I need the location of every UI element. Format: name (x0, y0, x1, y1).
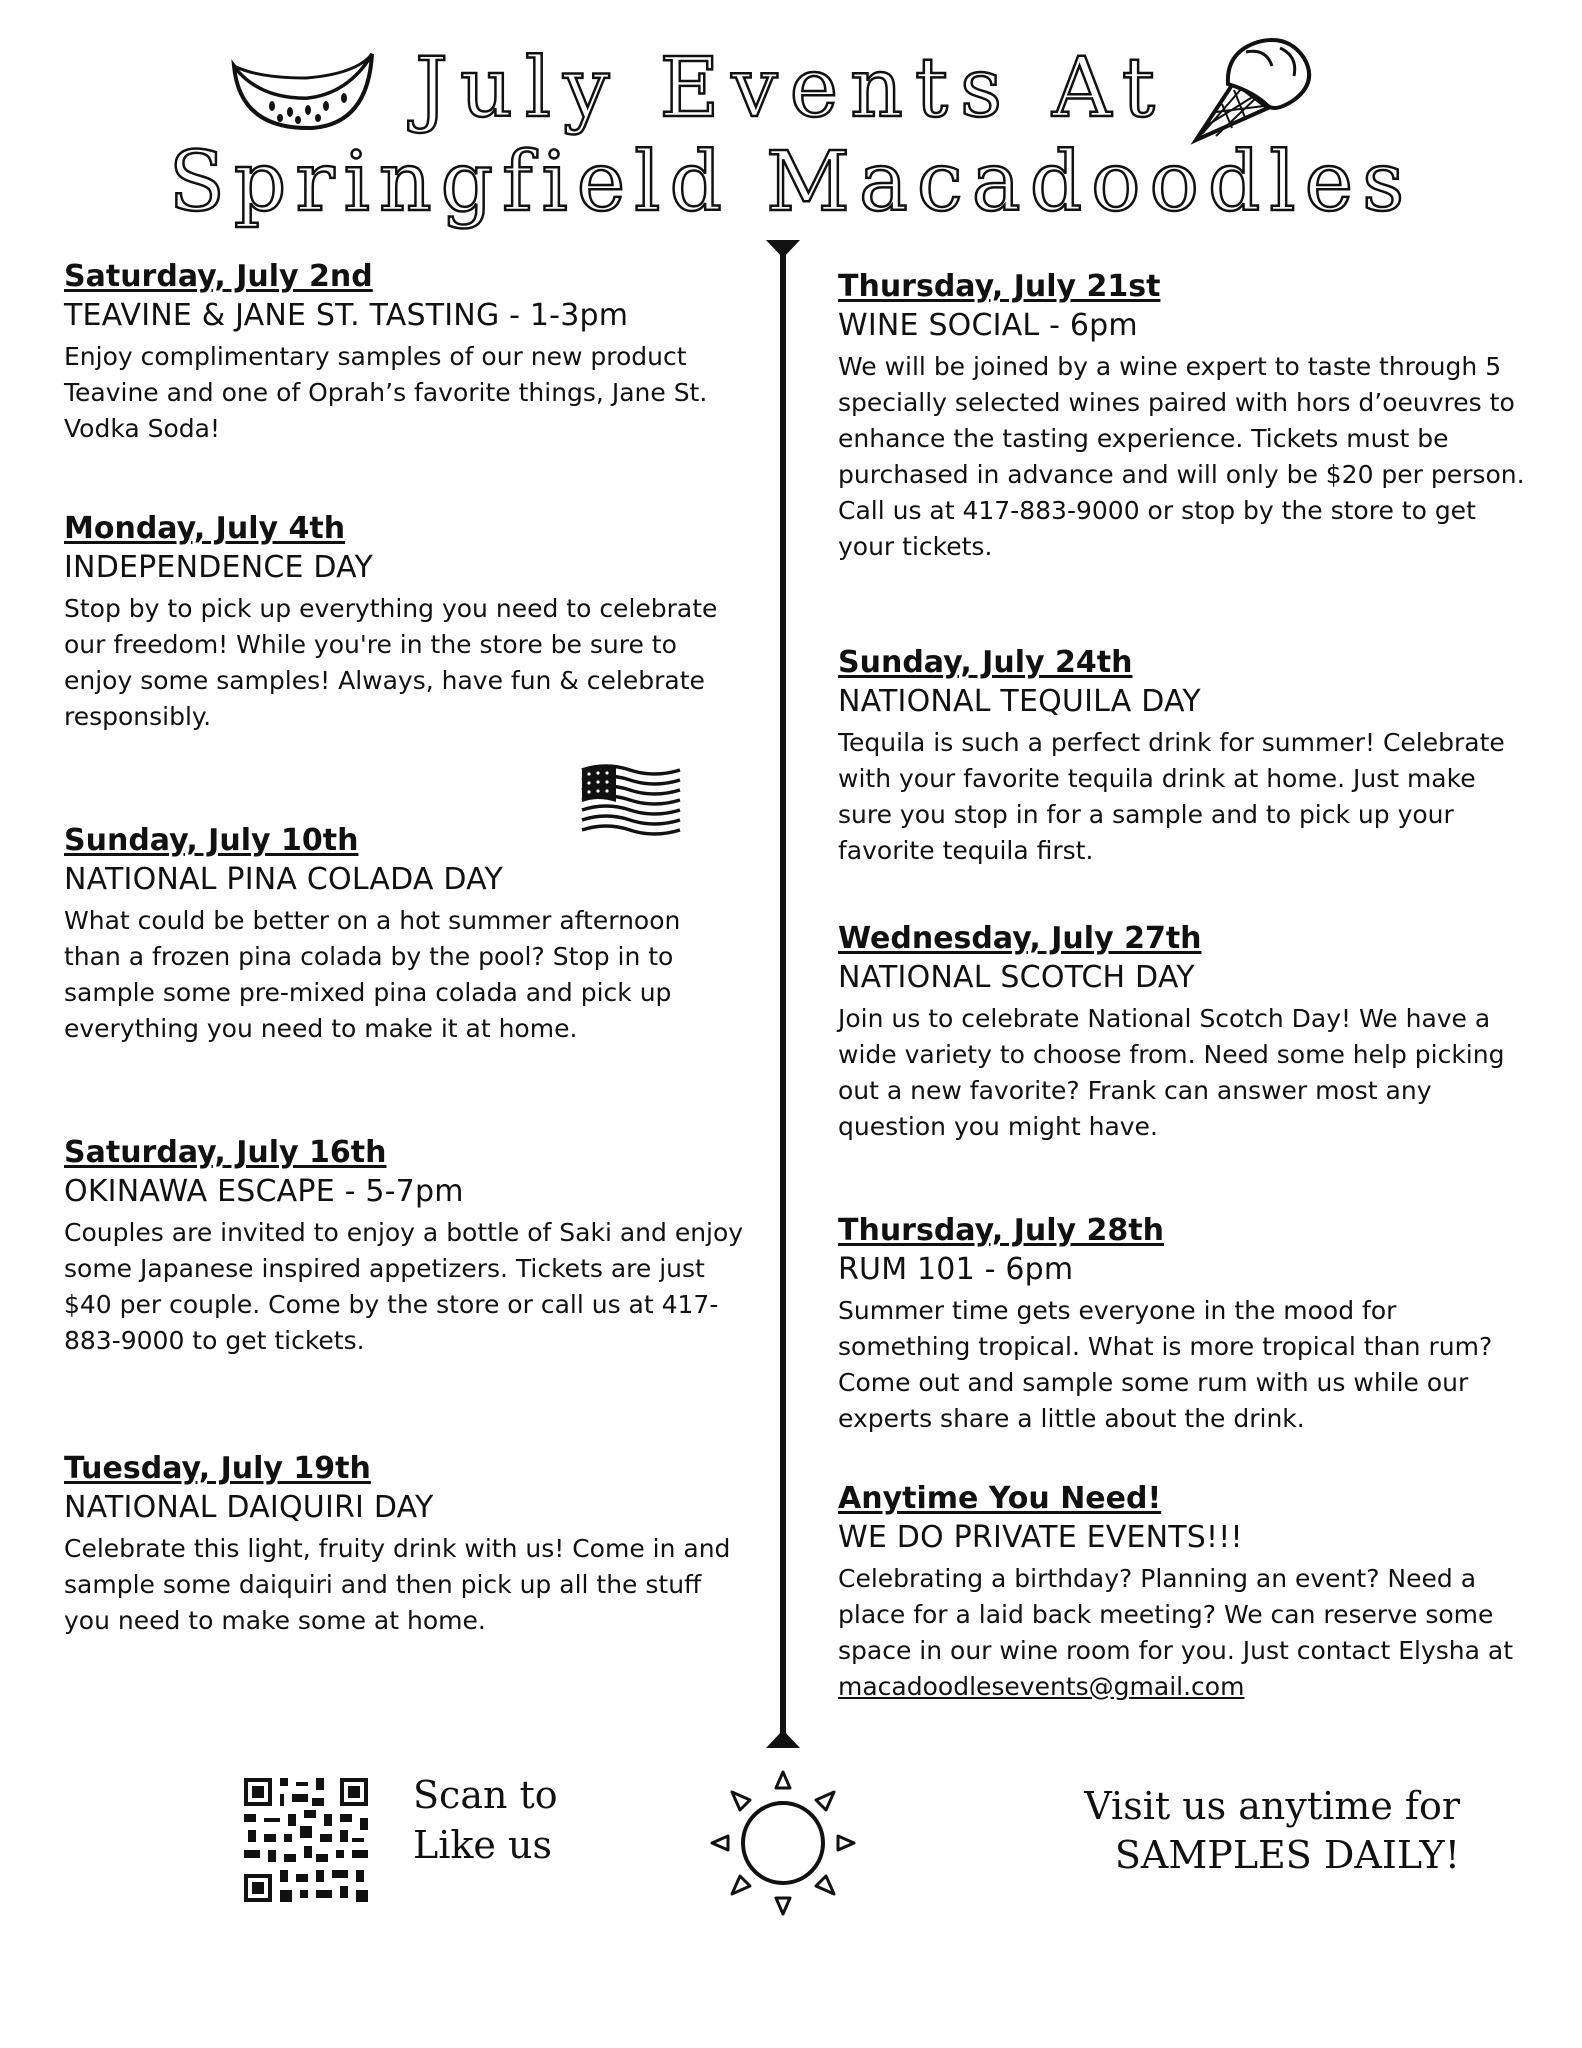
event-item (64, 510, 744, 735)
event-name: OKINAWA ESCAPE - 5-7pm (64, 1173, 464, 1209)
scan-line-2: Like us (413, 1823, 552, 1868)
event-name: NATIONAL PINA COLADA DAY (64, 861, 504, 897)
event-item (64, 1450, 744, 1639)
event-description: Summer time gets everyone in the mood for something tropical. What is more tropical than rum? Come out and sample some rum with us while our experts share a little about the drink. (838, 1295, 1493, 1433)
divider-top-arrow (766, 240, 800, 258)
event-description: We will be joined by a wine expert to taste through 5 specially selected wines paired with hors d’oeuvres to enhance the tasting experience. Tickets must be purchased in advance and will only be $20 per person. Call us at 417-883-9000 or stop by the store to get your tickets. (838, 351, 1525, 561)
event-date: Thursday, July 21st (838, 269, 1161, 304)
event-description (838, 1561, 1528, 1705)
event-description: Couples are invited to enjoy a bottle of Saki and enjoy some Japanese inspired appetizers. Tickets are just $40 per couple. Come by the store or call us at 417-883-9000 to get tickets. (64, 1217, 744, 1355)
event-name: RUM 101 - 6pm (838, 1251, 1074, 1287)
event-item (64, 1134, 744, 1359)
event-item (838, 268, 1528, 565)
event-description: Join us to celebrate National Scotch Day! We have a wide variety to choose from. Need some help picking out a new favorite? Frank can answer most any question you might have. (838, 1003, 1505, 1141)
watermelon-slice-icon (228, 44, 378, 132)
event-item (838, 1480, 1528, 1705)
event-name: WINE SOCIAL - 6pm (838, 307, 1138, 343)
event-description: Stop by to pick up everything you need to celebrate our freedom! While you're in the store be sure to enjoy some samples! Always, have fun & celebrate responsibly. (64, 593, 718, 731)
event-item (838, 920, 1528, 1145)
event-date: Thursday, July 28th (838, 1213, 1164, 1248)
event-date: Saturday, July 16th (64, 1135, 387, 1170)
event-date: Wednesday, July 27th (838, 921, 1202, 956)
event-name: NATIONAL TEQUILA DAY (838, 683, 1201, 719)
visit-line-1: Visit us anytime for (1084, 1784, 1460, 1828)
divider-bottom-arrow (766, 1730, 800, 1748)
event-name: NATIONAL SCOTCH DAY (838, 959, 1195, 995)
event-description: Tequila is such a perfect drink for summer! Celebrate with your favorite tequila drink at home. Just make sure you stop in for a sample and to pick up your favorite tequila first. (838, 727, 1505, 865)
email-link[interactable]: macadoodlesevents@gmail.com (838, 1671, 1245, 1701)
scan-to-like-text (413, 1770, 613, 1870)
page-title-line-1: July Events At (415, 41, 1167, 136)
event-description: Enjoy complimentary samples of our new product Teavine and one of Oprah’s favorite things, Jane St. Vodka Soda! (64, 341, 708, 443)
event-date: Anytime You Need! (838, 1481, 1162, 1516)
event-item (838, 1212, 1528, 1437)
scan-line-1: Scan to (413, 1773, 558, 1817)
event-item (838, 644, 1528, 869)
event-date: Sunday, July 24th (838, 645, 1133, 680)
qr-code-icon[interactable] (240, 1774, 372, 1906)
event-name: WE DO PRIVATE EVENTS!!! (838, 1519, 1243, 1555)
page-title-line-2: Springfield Macadoodles (168, 135, 1414, 230)
event-date: Tuesday, July 19th (64, 1451, 371, 1486)
event-item (64, 258, 744, 447)
ice-cream-cone-icon (1176, 28, 1322, 146)
american-flag-icon (576, 762, 684, 840)
event-name: INDEPENDENCE DAY (64, 549, 374, 585)
event-date: Sunday, July 10th (64, 823, 359, 858)
visit-line-2: SAMPLES DAILY! (1114, 1833, 1460, 1878)
right-event-column (838, 268, 1528, 1728)
event-description: Celebrate this light, fruity drink with us! Come in and sample some daiquiri and then pick up all the stuff you need to make some at home. (64, 1533, 731, 1635)
event-name: NATIONAL DAIQUIRI DAY (64, 1489, 434, 1525)
visit-us-text (1040, 1782, 1460, 1881)
event-description: What could be better on a hot summer afternoon than a frozen pina colada by the pool? Stop in to sample some pre-mixed pina colada and pick up everything you need to make it at home. (64, 905, 681, 1043)
event-item (64, 822, 744, 1047)
sun-icon (708, 1768, 858, 1918)
left-event-column (64, 258, 744, 1678)
event-description-text: Celebrating a birthday? Planning an event? Need a place for a laid back meeting? We can reserve some space in our wine room for you. Just contact Elysha at (838, 1563, 1514, 1665)
event-date: Monday, July 4th (64, 511, 346, 546)
event-name: TEAVINE & JANE ST. TASTING - 1-3pm (64, 297, 629, 333)
column-divider (780, 240, 786, 1744)
event-date: Saturday, July 2nd (64, 259, 373, 294)
